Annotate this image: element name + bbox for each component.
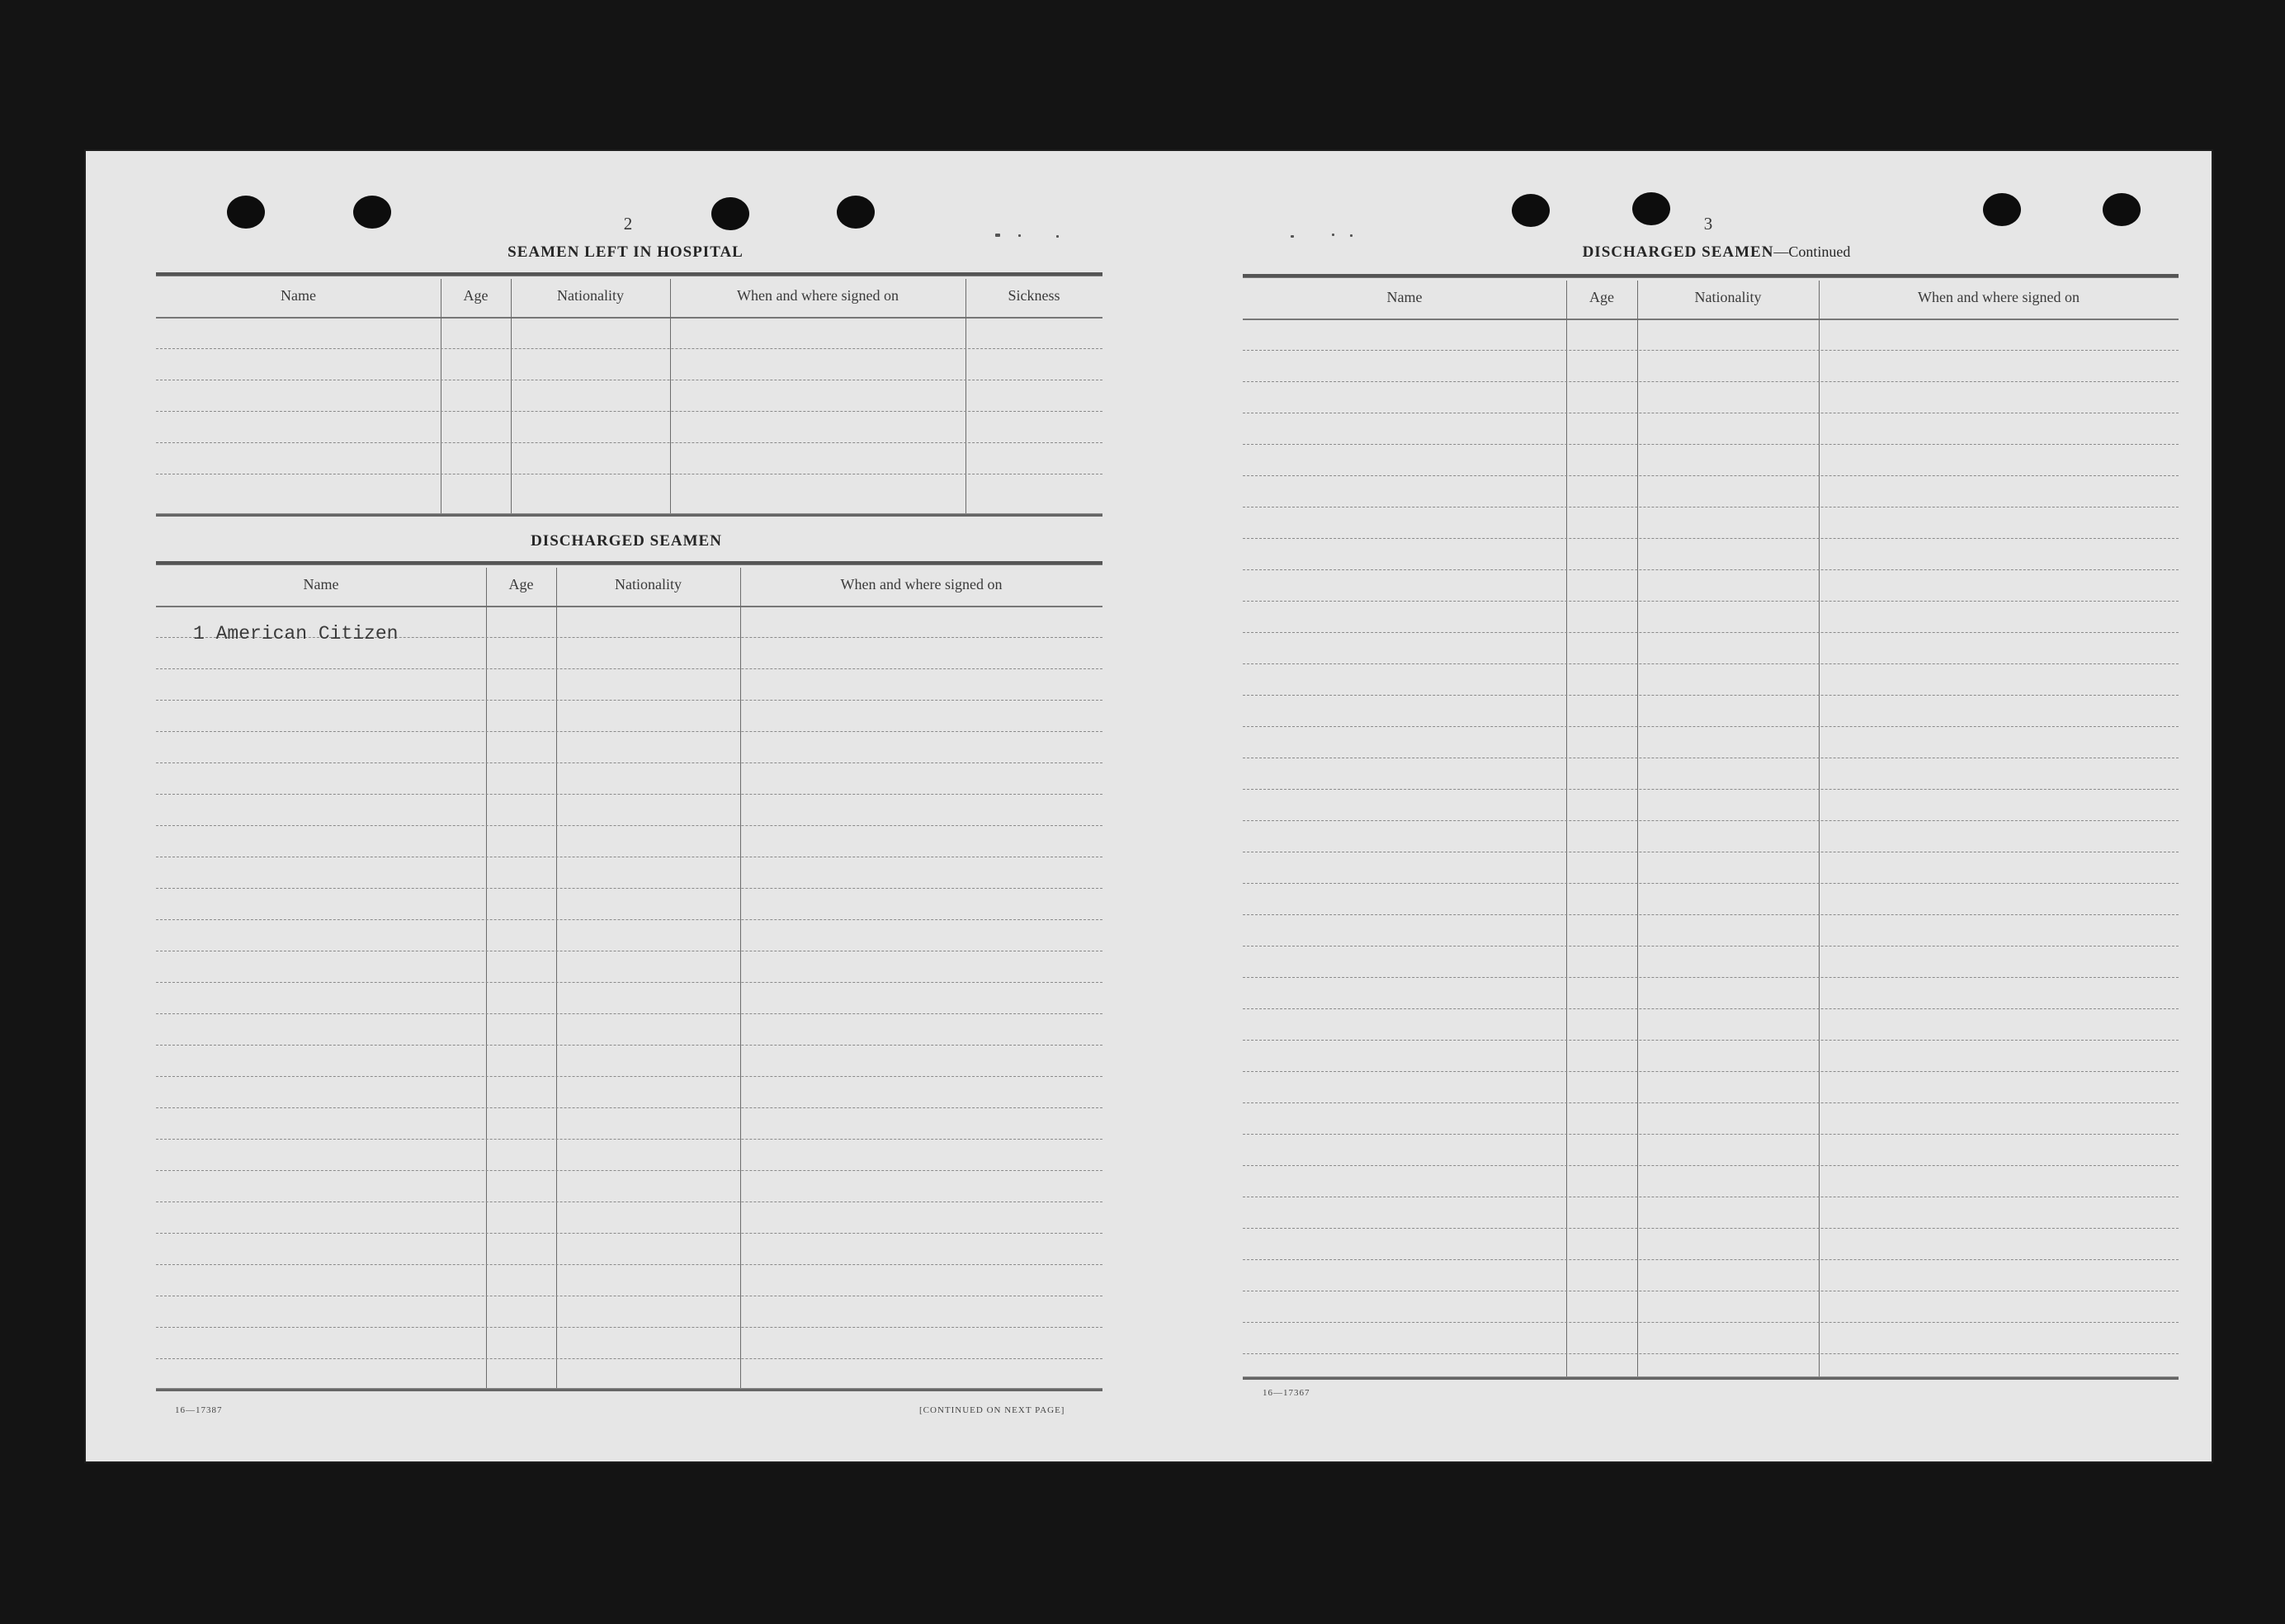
- speck: [1018, 234, 1021, 237]
- speck: [1350, 234, 1353, 237]
- discharged-continued-title-main: DISCHARGED SEAMEN: [1582, 243, 1774, 261]
- discharged-continued-title: [1551, 243, 1881, 262]
- discharged-col-name: Name: [303, 576, 339, 592]
- discharged-continued-table: [1243, 274, 2179, 1380]
- punch-hole: [711, 197, 749, 230]
- hospital-table: [156, 272, 1102, 517]
- discharged-section-title: DISCHARGED SEAMEN: [531, 532, 722, 550]
- punch-hole: [837, 196, 875, 229]
- speck: [1332, 234, 1334, 236]
- document-sheet: [86, 151, 2212, 1461]
- cont-col-name: Name: [1386, 289, 1423, 305]
- hospital-col-nationality: Nationality: [557, 287, 624, 304]
- discharged-col-signed-on: When and where signed on: [840, 576, 1003, 592]
- speck: [1291, 235, 1294, 238]
- speck: [995, 234, 1000, 237]
- continued-note: [CONTINUED ON NEXT PAGE]: [919, 1405, 1065, 1415]
- discharged-col-age: Age: [508, 576, 534, 592]
- punch-hole: [2103, 193, 2141, 226]
- discharged-col-nationality: Nationality: [615, 576, 682, 592]
- punch-hole: [1983, 193, 2021, 226]
- left-form-code: 16—17387: [175, 1405, 223, 1415]
- hospital-col-name: Name: [281, 287, 316, 304]
- cont-col-signed-on: When and where signed on: [1918, 289, 2080, 305]
- speck: [1056, 235, 1059, 238]
- cont-col-nationality: Nationality: [1694, 289, 1762, 305]
- right-page-number: 3: [1703, 214, 1713, 234]
- hospital-col-sickness: Sickness: [1008, 287, 1060, 304]
- hospital-section-title: SEAMEN LEFT IN HOSPITAL: [508, 243, 744, 261]
- punch-hole: [1512, 194, 1550, 227]
- right-form-code: 16—17367: [1263, 1388, 1310, 1398]
- left-page-number: 2: [623, 214, 633, 234]
- punch-hole: [1632, 192, 1670, 225]
- cont-col-age: Age: [1589, 289, 1614, 305]
- hospital-col-age: Age: [463, 287, 489, 304]
- punch-hole: [227, 196, 265, 229]
- discharged-table: [156, 561, 1102, 1391]
- discharged-continued-title-suffix: —Continued: [1773, 243, 1851, 260]
- punch-hole: [353, 196, 391, 229]
- hospital-col-signed-on: When and where signed on: [737, 287, 899, 304]
- discharged-entry: 1 American Citizen: [193, 623, 399, 644]
